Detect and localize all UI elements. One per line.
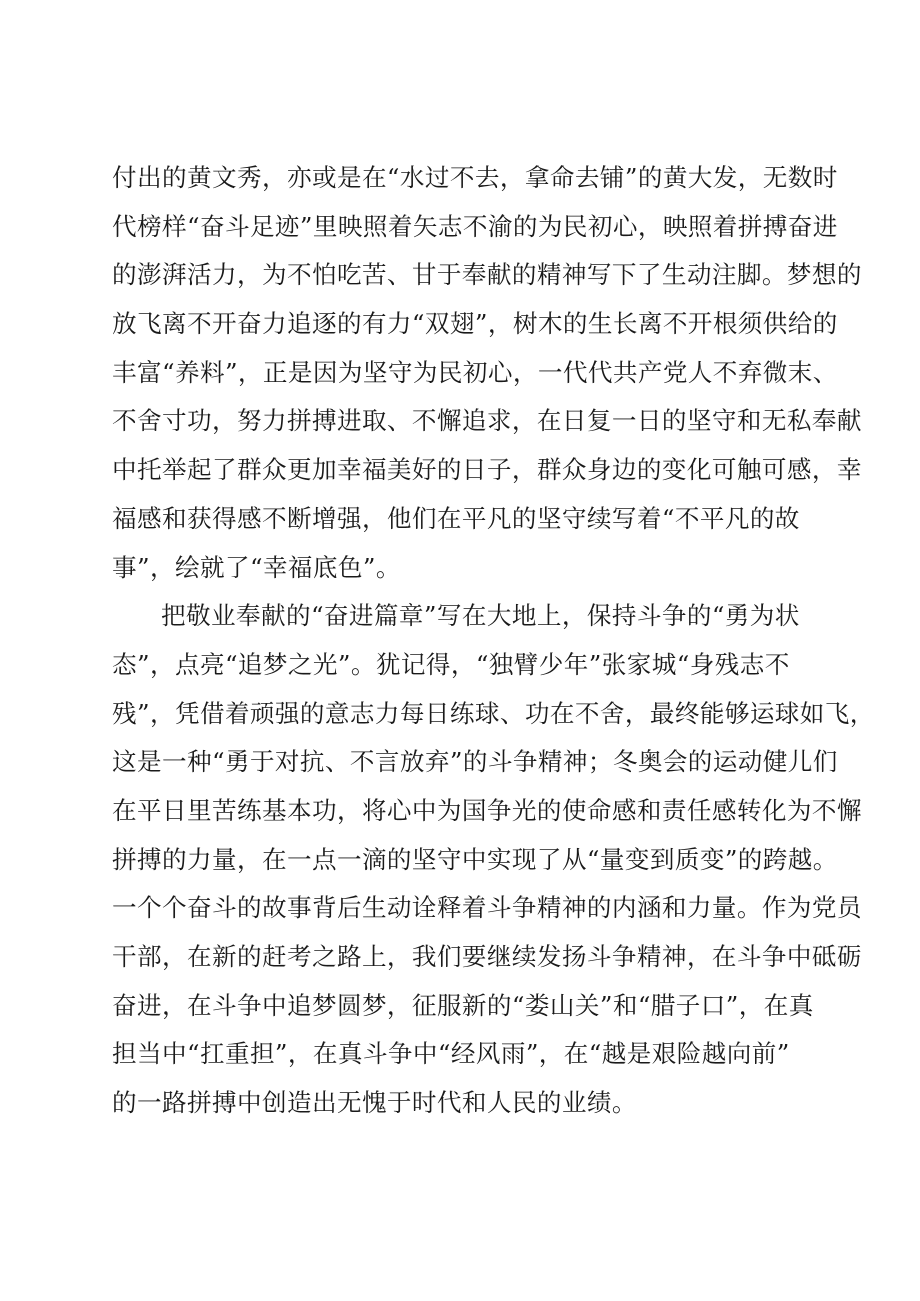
text-line: 在平日里苦练基本功，将心中为国争光的使命感和责任感转化为不懈	[112, 795, 862, 825]
text-line: 放飞离不开奋力追逐的有力“双翅”，树木的生长离不开根须供给的	[112, 309, 838, 339]
text-line: 奋进，在斗争中追梦圆梦，征服新的“娄山关”和“腊子口”，在真	[112, 990, 814, 1020]
text-line: 担当中“扛重担”，在真斗争中“经风雨”，在“越是艰险越向前”	[112, 1039, 790, 1069]
body-text	[112, 154, 875, 1128]
text-line: 丰富“养料”，正是因为坚守为民初心，一代代共产党人不弃微末、	[112, 357, 838, 387]
paragraph-start-line: 把敬业奉献的“奋进篇章”写在大地上，保持斗争的“勇为状	[161, 601, 800, 631]
text-line: 这是一种“勇于对抗、不言放弃”的斗争精神；冬奥会的运动健儿们	[112, 747, 838, 777]
text-line: 一个个奋斗的故事背后生动诠释着斗争精神的内涵和力量。作为党员	[112, 893, 862, 923]
text-line: 中托举起了群众更加幸福美好的日子，群众身边的变化可触可感，幸	[112, 455, 862, 485]
text-line: 不舍寸功，努力拼搏进取、不懈追求，在日复一日的坚守和无私奉献	[112, 406, 862, 436]
text-line: 付出的黄文秀，亦或是在“水过不去，拿命去铺”的黄大发，无数时	[112, 163, 838, 192]
text-line: 的澎湃活力，为不怕吃苦、甘于奉献的精神写下了生动注脚。梦想的	[112, 260, 862, 290]
text-line: 干部，在新的赶考之路上，我们要继续发扬斗争精神，在斗争中砥砺	[112, 942, 862, 971]
text-line: 态”，点亮“追梦之光”。犹记得，“独臂少年”张家城“身残志不	[112, 649, 790, 679]
text-line: 的一路拼搏中创造出无愧于时代和人民的业绩。	[112, 1088, 637, 1118]
text-line: 代榜样“奋斗足迹”里映照着矢志不渝的为民初心，映照着拼搏奋进	[112, 211, 838, 241]
text-line: 拼搏的力量，在一点一滴的坚守中实现了从“量变到质变”的跨越。	[112, 844, 838, 874]
text-line: 残”，凭借着顽强的意志力每日练球、功在不舍，最终能够运球如飞，	[112, 698, 875, 728]
text-line: 事”，绘就了“幸福底色”。	[112, 552, 401, 582]
text-line: 福感和获得感不断增强，他们在平凡的坚守续写着“不平凡的故	[112, 503, 800, 533]
